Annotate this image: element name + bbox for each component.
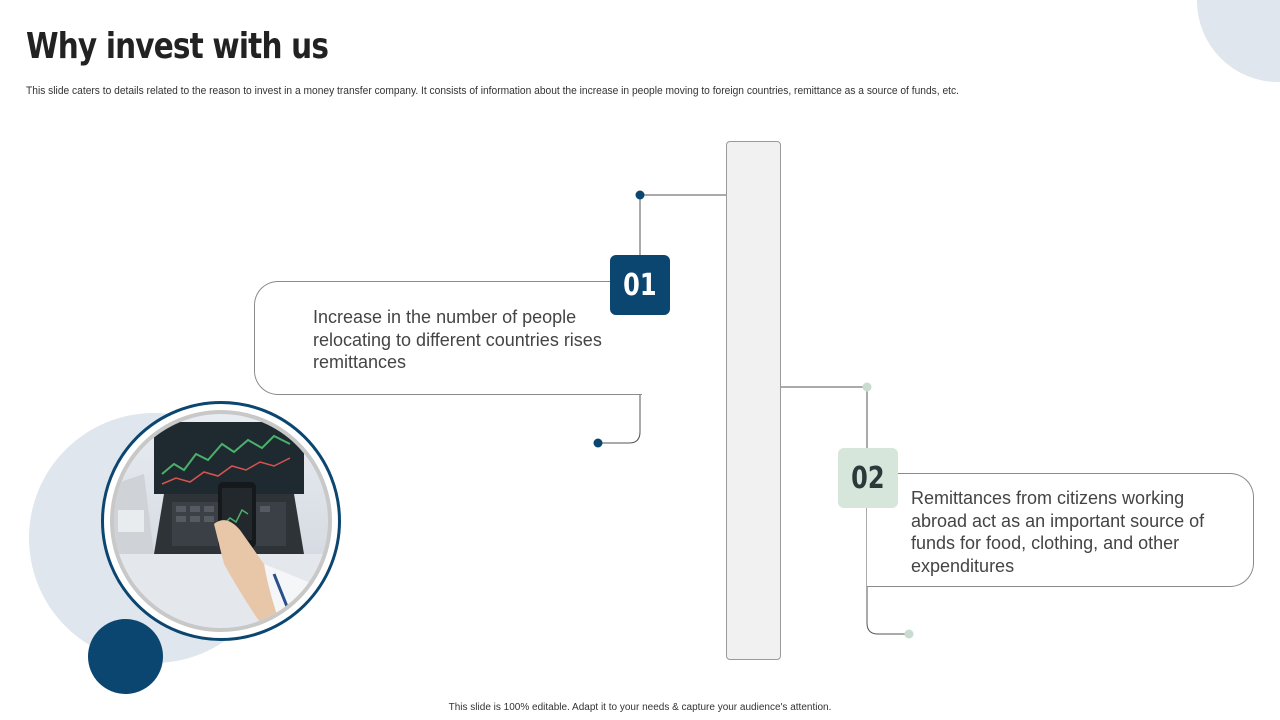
point-number-2: 02 — [851, 460, 885, 496]
connector-dot — [863, 383, 872, 392]
point-text-1: Increase in the number of people relocating to different countries rises remittances — [313, 307, 602, 372]
slide-title: Why invest with us — [26, 26, 329, 67]
connector-dot — [636, 191, 645, 200]
center-pillar — [726, 141, 781, 660]
point-badge-2 — [838, 448, 898, 508]
slide-footer: This slide is 100% editable. Adapt it to your needs & capture your audience's attention. — [448, 702, 832, 713]
point-text-2: Remittances from citizens working abroad act as an important source of funds for food, clothing, and other expenditures — [911, 488, 1205, 576]
point-badge-1 — [610, 255, 670, 315]
slide-subtitle: This slide caters to details related to the reason to invest in a money transfer company. It consists of information about the increase in people moving to foreign countries, remittance as a source of funds, etc. — [26, 85, 959, 97]
point-number-1: 01 — [623, 267, 657, 303]
decorative-dark-circle — [88, 619, 163, 694]
connector-dot — [594, 439, 603, 448]
laptop-phone-trading-photo — [110, 410, 332, 632]
connector-dot — [905, 630, 914, 639]
